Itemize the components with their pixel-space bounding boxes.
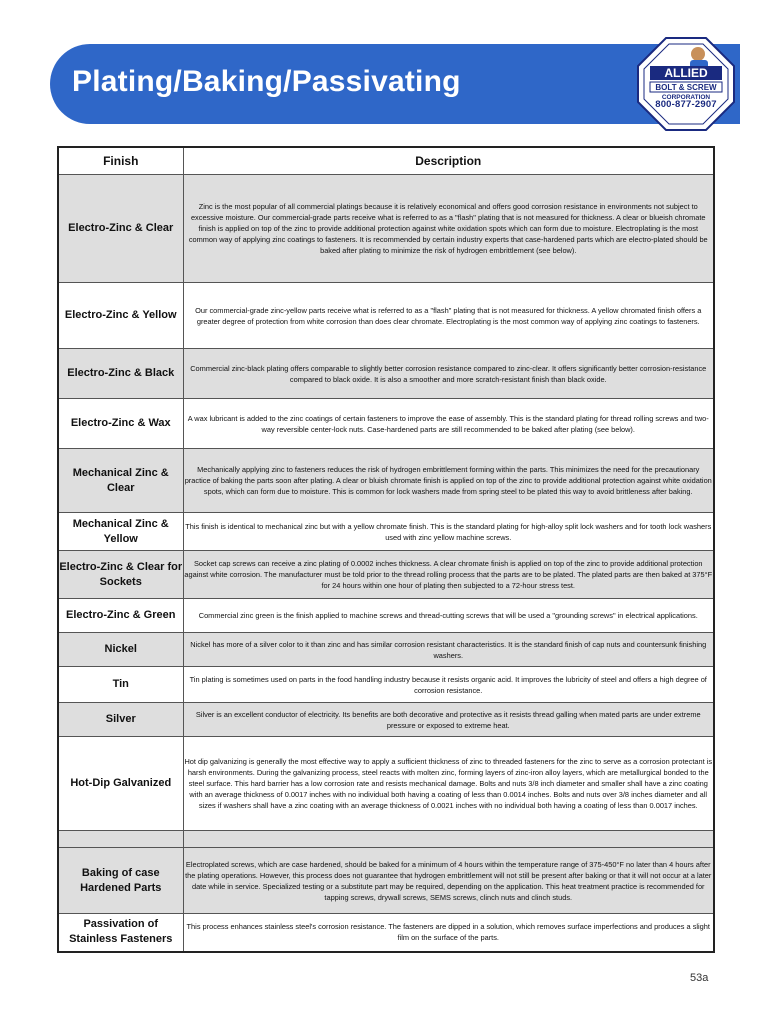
table-row	[58, 914, 714, 952]
table-row	[58, 551, 714, 599]
logo-line3: CORPORATION	[661, 94, 711, 101]
finish-cell: Mechanical Zinc & Yellow	[58, 513, 183, 551]
finish-cell: Passivation of Stainless Fasteners	[58, 914, 183, 952]
table-row	[58, 703, 714, 737]
description-cell: Zinc is the most popular of all commercial platings because it is relatively economical and offers good corrosion resistance in environments not subject to excessive moisture. Our commercial-grade parts receive what is referred to as a "flash" plating that is not measured for thickness. A clear or blueish chromate finish is applied on top of the zinc to provide additional protection against white oxidation spots which can form due to moisture. Electroplating is the most common way of applying zinc coatings to fasteners. It is recommended by certain industry experts that case-hardened parts which are electro-plated should be baked after plating to minimize the risk of hydrogen embrittlement (see below).	[183, 175, 714, 283]
header-finish: Finish	[58, 147, 183, 175]
table-row	[58, 737, 714, 831]
finish-cell: Electro-Zinc & Clear for Sockets	[58, 551, 183, 599]
finish-cell: Baking of case Hardened Parts	[58, 848, 183, 914]
table-row	[58, 599, 714, 633]
description-cell: Mechanically applying zinc to fasteners reduces the risk of hydrogen embrittlement forming within the parts. This minimizes the need for the precautionary practice of baking the parts soon after plating. A clear or bluish chromate finish is applied on top of the zinc to provide additional protection against white oxidation spots, which can form due to moisture. This is common for lock washers made from spring steel to be plated this way to avoid brittleness after baking.	[183, 449, 714, 513]
finish-cell: Nickel	[58, 633, 183, 667]
finish-cell: Hot-Dip Galvanized	[58, 737, 183, 831]
page-title: Plating/Baking/Passivating	[72, 65, 461, 98]
page-number: 53a	[690, 972, 709, 984]
description-cell: This finish is identical to mechanical zinc but with a yellow chromate finish. This is the standard plating for high-alloy split lock washers and for tooth lock washers used with zinc yellow machine screws.	[183, 513, 714, 551]
description-cell: Our commercial-grade zinc-yellow parts receive what is referred to as a "flash" plating that is not measured for thickness. A yellow chromated finish offers a greater degree of protection from white corrosion than does clear chromate. Electroplating is the most common way of applying zinc coatings to fasteners.	[183, 283, 714, 349]
description-cell: Commercial zinc green is the finish applied to machine screws and thread-cutting screws that will be used a "grounding screws" in electrical applications.	[183, 599, 714, 633]
description-cell: Electroplated screws, which are case hardened, should be baked for a minimum of 4 hours within the temperature range of 375-450°F no later than 4 hours after the plating operations. However, this process does not guarantee that hydrogen embrittlement will not still be present after baking or that it will not occur at a later date while in service. Specialized testing or a substitute part may be required, depending on the application. This heat treatment practice is recommended for tapping screws, drywall screws, SEMS screws, clinch nuts and clinch studs.	[183, 848, 714, 914]
finish-cell: Electro-Zinc & Clear	[58, 175, 183, 283]
plating-table	[57, 146, 715, 953]
company-logo	[636, 36, 736, 132]
description-cell: Hot dip galvanizing is generally the most effective way to apply a sufficient thickness of zinc to threaded fasteners for the zinc to serve as a corrosion protectant is harsh environments. During the galvanizing process, steel reacts with molten zinc, forming layers of zinc-iron alloy layers, which are metallurgical bonded to the steel surface. This hard barrier has a low corrosion rate and resists mechanical damage. Bolts and nuts 3/8 inch diameter and smaller shall have a zinc coating with an average thickness of 0.0017 inches with no individual both having a coating of less than 0.0014 inches. Bolts and nuts over 3/8 inches diameter and all sizes if washers shall have a zinc coating with an average thickness of 0.0021 inches with no individual both having a coating of less than 0.0017 inches.	[183, 737, 714, 831]
table-row	[58, 399, 714, 449]
finish-cell: Electro-Zinc & Yellow	[58, 283, 183, 349]
table-row	[58, 633, 714, 667]
table-row	[58, 175, 714, 283]
description-cell: This process enhances stainless steel's corrosion resistance. The fasteners are dipped in a solution, which removes surface imperfections and produces a slight film on the surface of the parts.	[183, 914, 714, 952]
description-cell: Nickel has more of a silver color to it than zinc and has similar corrosion resistant characteristics. It is the standard finish of cap nuts and countersunk finishing washers.	[183, 633, 714, 667]
table-row	[58, 513, 714, 551]
logo-phone: 800-877-2907	[655, 99, 717, 110]
table-row	[58, 667, 714, 703]
finish-cell: Mechanical Zinc & Clear	[58, 449, 183, 513]
description-cell: Tin plating is sometimes used on parts in the food handling industry because it resists organic acid. It improves the lubricity of steel and offers a high degree of corrosion resistance.	[183, 667, 714, 703]
table-row	[58, 848, 714, 914]
description-cell: Silver is an excellent conductor of electricity. Its benefits are both decorative and protective as it resists thread galling when mated parts are under extreme pressure or exposed to extreme heat.	[183, 703, 714, 737]
separator-row	[58, 831, 714, 848]
description-cell: Socket cap screws can receive a zinc plating of 0.0002 inches thickness. A clear chromate finish is applied on top of the zinc to provide additional protection against white corrosion. The manufacturer must be told prior to the thread rolling process that the parts are to be plated. The plated parts are then baked at 375°F for 24 hours within one hour of plating then subjected to a 72-hour stress test.	[183, 551, 714, 599]
finish-cell: Electro-Zinc & Wax	[58, 399, 183, 449]
description-cell: Commercial zinc-black plating offers comparable to slightly better corrosion resistance compared to zinc-clear. It offers significantly better corrosion-resistance compared to black oxide. It is also a smoother and more scratch-resistant finish than black oxide.	[183, 349, 714, 399]
logo-line2: BOLT & SCREW	[655, 83, 717, 92]
logo-line1: ALLIED	[664, 66, 708, 80]
finish-cell: Electro-Zinc & Green	[58, 599, 183, 633]
description-cell: A wax lubricant is added to the zinc coatings of certain fasteners to improve the ease of assembly. This is the standard plating for thread rolling screws and two-way reversible center-lock nuts. Case-hardened parts are still recommended to be baked after plating (see below).	[183, 399, 714, 449]
finish-cell: Electro-Zinc & Black	[58, 349, 183, 399]
finish-cell: Silver	[58, 703, 183, 737]
table-row	[58, 349, 714, 399]
header-description: Description	[183, 147, 714, 175]
finish-cell: Tin	[58, 667, 183, 703]
table-row	[58, 283, 714, 349]
table-row	[58, 449, 714, 513]
